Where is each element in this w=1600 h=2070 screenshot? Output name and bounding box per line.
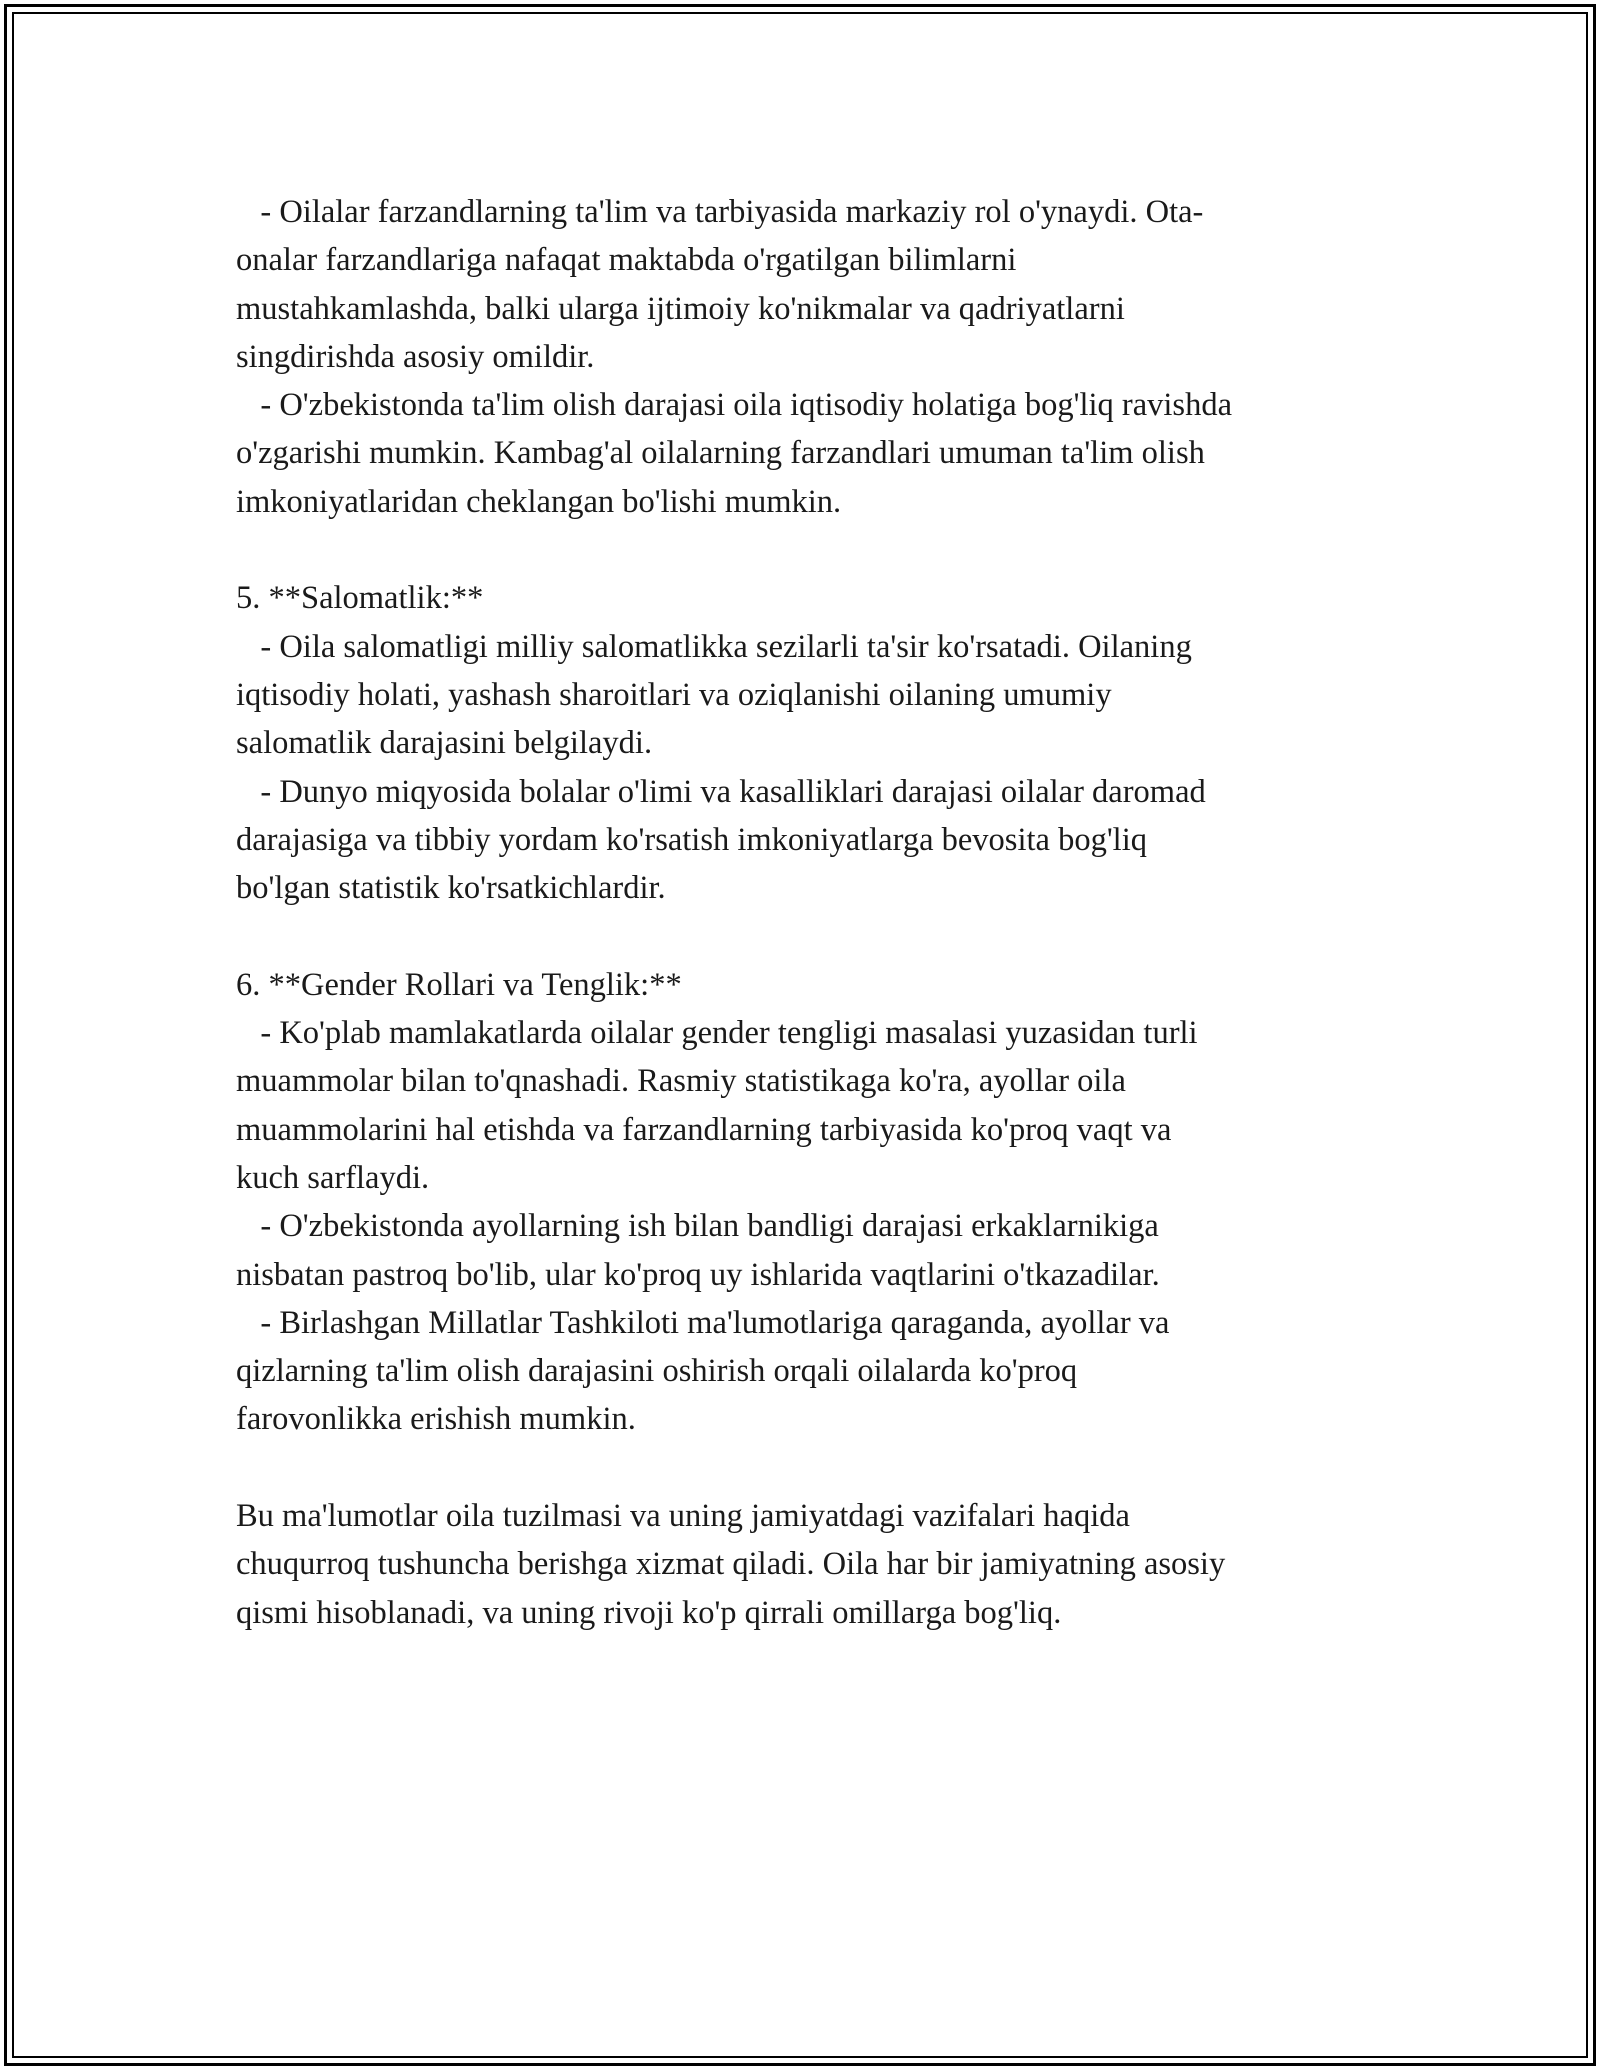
section-bullet: [236, 768, 1386, 913]
text-line: - O'zbekistonda ta'lim olish darajasi oila iqtisodiy holatiga bog'liq ravishda: [236, 387, 1232, 424]
text-line: o'zgarishi mumkin. Kambag'al oilalarning farzandlari umuman ta'lim olish: [236, 435, 1205, 472]
paragraph-spacer: [236, 1444, 1386, 1492]
text-line: chuqurroq tushuncha berishga xizmat qiladi. Oila har bir jamiyatning asosiy: [236, 1546, 1226, 1583]
section-bullet: [236, 1299, 1386, 1444]
conclusion-paragraph: [236, 1492, 1386, 1637]
text-line: darajasiga va tibbiy yordam ko'rsatish imkoniyatlarga bevosita bog'liq: [236, 821, 1147, 858]
document-body: [236, 188, 1386, 1637]
text-line: mustahkamlashda, balki ularga ijtimoiy ko'nikmalar va qadriyatlarni: [236, 290, 1125, 327]
text-line: qizlarning ta'lim olish darajasini oshirish orqali oilalarda ko'proq: [236, 1353, 1078, 1390]
text-line: - Ko'plab mamlakatlarda oilalar gender tengligi masalasi yuzasidan turli: [236, 1015, 1198, 1052]
text-line: Bu ma'lumotlar oila tuzilmasi va uning jamiyatdagi vazifalari haqida: [236, 1498, 1130, 1535]
paragraph-spacer: [236, 526, 1386, 574]
section-bullet: [236, 623, 1386, 768]
text-line: iqtisodiy holati, yashash sharoitlari va oziqlanishi oilaning umumiy: [236, 676, 1112, 713]
section-bullet: [236, 1009, 1386, 1202]
section-bullet: [236, 1202, 1386, 1299]
section-heading-gender: 6. **Gender Rollari va Tenglik:**: [236, 966, 682, 1003]
text-line: nisbatan pastroq bo'lib, ular ko'proq uy ishlarida vaqtlarini o'tkazadilar.: [236, 1256, 1160, 1293]
text-line: salomatlik darajasini belgilaydi.: [236, 725, 653, 762]
text-line: - Birlashgan Millatlar Tashkiloti ma'lumotlariga qaraganda, ayollar va: [236, 1304, 1170, 1341]
paragraph-spacer: [236, 912, 1386, 960]
intro-bullet: [236, 381, 1386, 526]
text-line: qismi hisoblanadi, va uning rivoji ko'p qirrali omillarga bog'liq.: [236, 1594, 1062, 1631]
text-line: bo'lgan statistik ko'rsatkichlardir.: [236, 870, 666, 907]
intro-bullet: [236, 188, 1386, 381]
text-line: - Oila salomatligi milliy salomatlikka sezilarli ta'sir ko'rsatadi. Oilaning: [236, 628, 1192, 665]
text-line: muammolarini hal etishda va farzandlarning tarbiyasida ko'proq vaqt va: [236, 1111, 1172, 1148]
text-line: singdirishda asosiy omildir.: [236, 338, 595, 375]
text-line: muammolar bilan to'qnashadi. Rasmiy statistikaga ko'ra, ayollar oila: [236, 1063, 1126, 1100]
section-heading-salomatlik: 5. **Salomatlik:**: [236, 580, 484, 617]
text-line: - Dunyo miqyosida bolalar o'limi va kasalliklari darajasi oilalar daromad: [236, 773, 1206, 810]
text-line: - Oilalar farzandlarning ta'lim va tarbiyasida markaziy rol o'ynaydi. Ota-: [236, 194, 1204, 230]
text-line: - O'zbekistonda ayollarning ish bilan bandligi darajasi erkaklarnikiga: [236, 1208, 1159, 1245]
text-line: imkoniyatlaridan cheklangan bo'lishi mumkin.: [236, 483, 842, 520]
text-line: farovonlikka erishish mumkin.: [236, 1401, 636, 1438]
text-line: kuch sarflaydi.: [236, 1159, 430, 1196]
text-line: onalar farzandlariga nafaqat maktabda o'rgatilgan bilimlarni: [236, 242, 1017, 279]
